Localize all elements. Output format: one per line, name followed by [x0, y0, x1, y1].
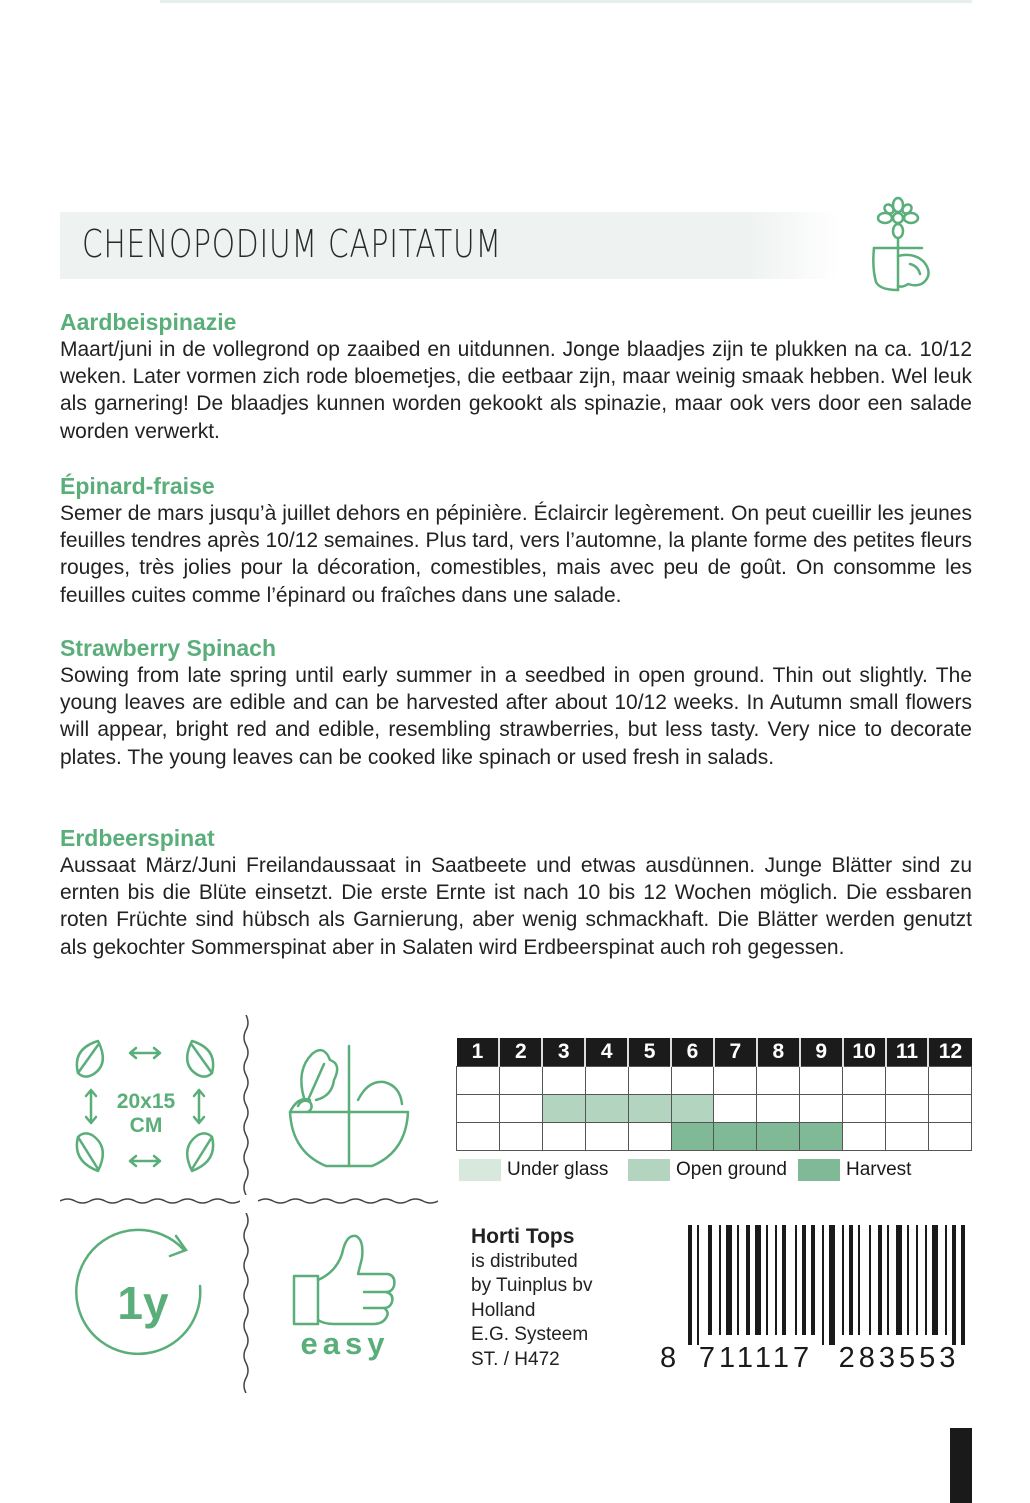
wavy-divider-vertical: [242, 1213, 250, 1393]
brand-name: Horti Tops: [471, 1225, 575, 1248]
calendar-cell: [671, 1122, 714, 1150]
section-heading: Épinard-fraise: [60, 473, 215, 499]
calendar-cell: [928, 1066, 971, 1094]
calendar-row-harvest: [457, 1122, 972, 1150]
barcode: [660, 1225, 972, 1375]
calendar-cell: [585, 1066, 628, 1094]
barcode-bar: [961, 1225, 965, 1345]
calendar-cell: [457, 1066, 500, 1094]
legend-harvest: [798, 1157, 911, 1183]
section-text: Semer de mars jusqu’à juillet dehors en pépinière. Éclaircir legèrement. On peut cueillir les jeunes feuilles tendres après 10/12 semaines. Plus tard, vers l’automne, la plante forme des petites fleurs rouges, très jolies pour la décoration, comestibles, mais avec peu de goût. On consomme les feuilles cuites comme l’épinard ou fraîches dans une salade.: [60, 502, 972, 607]
calendar-cell: [928, 1094, 971, 1122]
calendar-cell: [457, 1094, 500, 1122]
barcode-bar: [726, 1225, 732, 1335]
barcode-bar: [829, 1225, 835, 1345]
month-header: 10: [843, 1038, 886, 1066]
spacing-label: [100, 1090, 192, 1138]
barcode-bar: [766, 1225, 768, 1335]
month-header: 4: [585, 1038, 628, 1066]
month-header: 3: [542, 1038, 585, 1066]
month-header: 8: [757, 1038, 800, 1066]
calendar-row-open-ground: [457, 1094, 972, 1122]
plant-sowing-icon: [862, 196, 934, 294]
title-band: [60, 212, 840, 279]
top-rule: [160, 0, 972, 3]
barcode-bar: [932, 1225, 938, 1335]
calendar-cell: [542, 1066, 585, 1094]
month-header: 2: [499, 1038, 542, 1066]
calendar-cell: [457, 1122, 500, 1150]
barcode-bar: [858, 1225, 860, 1335]
vegetable-bowl-icon: [284, 1040, 414, 1175]
calendar-cell: [499, 1094, 542, 1122]
calendar-cell: [886, 1066, 929, 1094]
calendar-cell: [714, 1066, 757, 1094]
barcode-bar: [849, 1225, 853, 1335]
section-german: [60, 825, 972, 961]
calendar-cell: [499, 1122, 542, 1150]
calendar-cell: [886, 1122, 929, 1150]
barcode-bar: [697, 1225, 699, 1345]
wavy-divider-horizontal: [60, 1197, 240, 1205]
calendar-cell: [671, 1094, 714, 1122]
calendar-cell: [585, 1094, 628, 1122]
distributor-line: by Tuinplus bv: [471, 1275, 593, 1296]
legend-label: Harvest: [846, 1159, 912, 1180]
barcode-bar: [782, 1225, 786, 1335]
barcode-bar: [688, 1225, 692, 1345]
barcode-bar: [802, 1225, 806, 1335]
calendar-cell: [843, 1066, 886, 1094]
calendar-cell: [671, 1066, 714, 1094]
barcode-bar: [795, 1225, 797, 1335]
calendar-cell: [928, 1122, 971, 1150]
sowing-calendar: [456, 1038, 972, 1151]
calendar-cell: [542, 1122, 585, 1150]
barcode-bar: [811, 1225, 815, 1335]
legend-swatch: [628, 1159, 670, 1181]
barcode-bar: [755, 1225, 761, 1335]
month-header: 12: [928, 1038, 971, 1066]
barcode-bar: [925, 1225, 927, 1335]
barcode-bar: [842, 1225, 844, 1335]
side-mark: [950, 1428, 972, 1503]
calendar-cell: [757, 1094, 800, 1122]
spacing-unit: CM: [129, 1114, 163, 1137]
calendar-cell: [757, 1066, 800, 1094]
legend-swatch: [459, 1159, 501, 1181]
calendar-cell: [757, 1122, 800, 1150]
barcode-bar: [746, 1225, 750, 1335]
calendar-cell: [886, 1094, 929, 1122]
section-french: [60, 473, 972, 609]
distributor-line: E.G. Systeem: [471, 1324, 589, 1345]
section-heading: Erdbeerspinat: [60, 825, 215, 851]
barcode-digits-left: 711117: [698, 1342, 814, 1374]
distributor-info: [471, 1225, 592, 1372]
distributor-line: Holland: [471, 1299, 536, 1321]
barcode-bar: [945, 1225, 947, 1335]
lifespan-label: 1y: [117, 1277, 169, 1329]
barcode-bar: [822, 1225, 824, 1345]
barcode-bar: [952, 1225, 956, 1345]
calendar-cell: [800, 1122, 843, 1150]
month-header: 11: [886, 1038, 929, 1066]
calendar-cell: [499, 1066, 542, 1094]
calendar-cell: [628, 1094, 671, 1122]
calendar-cell: [585, 1122, 628, 1150]
barcode-bar: [775, 1225, 777, 1335]
calendar-cell: [843, 1122, 886, 1150]
barcode-digit-first: 8: [660, 1342, 677, 1374]
calendar-cell: [628, 1066, 671, 1094]
section-heading: Aardbeispinazie: [60, 309, 237, 335]
page-title: CHENOPODIUM CAPITATUM: [82, 222, 502, 266]
distributor-line: ST. / H472: [471, 1348, 560, 1370]
barcode-bar: [708, 1225, 712, 1335]
section-text: Aussaat März/Juni Freilandaussaat in Saatbeete und etwas ausdünnen. Junge Blätter sind zu ernten bis die Blüte einsetzt. Die erste Ernte ist nach 10 bis 12 Wochen möglich. Die essbaren roten Früchte sind hübsch als Garnierung, aber wenig schmackhaft. Die Blätter werden genutzt als gekochter Sommerspinat aber in Salaten wird Erdbeerspinat auch roh gegessen.: [60, 854, 972, 959]
wavy-divider-vertical: [242, 1015, 250, 1195]
distributor-line: is distributed: [471, 1250, 578, 1272]
month-header: 7: [714, 1038, 757, 1066]
barcode-bar: [869, 1225, 871, 1335]
month-header: 1: [457, 1038, 500, 1066]
thumbs-up-icon: [290, 1228, 400, 1328]
barcode-digits-right: 283553: [838, 1342, 960, 1374]
barcode-bar: [887, 1225, 889, 1335]
calendar-cell: [800, 1066, 843, 1094]
barcode-bar: [907, 1225, 909, 1335]
section-text: Maart/juni in de vollegrond op zaaibed en uitdunnen. Jonge blaadjes zijn te plukken na ca. 10/12 weken. Later vormen zich rode bloemetjes, die eetbaar zijn, maar weinig smaak hebben. Wel leuk als garnering! De blaadjes kunnen worden gekookt als spinazie, maar ook vers door een salade worden verwerkt.: [60, 338, 972, 443]
calendar-cell: [542, 1094, 585, 1122]
month-header: 9: [800, 1038, 843, 1066]
legend-under-glass: [459, 1157, 608, 1183]
legend-open-ground: [628, 1157, 787, 1183]
barcode-bar: [916, 1225, 918, 1335]
barcode-bar: [719, 1225, 721, 1335]
legend-swatch: [798, 1159, 840, 1181]
barcode-bars: [660, 1225, 972, 1345]
barcode-bar: [878, 1225, 882, 1335]
wavy-divider-horizontal: [258, 1197, 438, 1205]
calendar-cell: [714, 1094, 757, 1122]
calendar-cell: [800, 1094, 843, 1122]
section-english: [60, 635, 972, 771]
spacing-value: 20x15: [116, 1090, 176, 1113]
legend-label: Open ground: [676, 1159, 787, 1180]
section-heading: Strawberry Spinach: [60, 635, 277, 661]
calendar-cell: [628, 1122, 671, 1150]
difficulty-label: easy: [300, 1326, 390, 1361]
calendar-cell: [714, 1122, 757, 1150]
calendar-row-under-glass: [457, 1066, 972, 1094]
month-header: 5: [628, 1038, 671, 1066]
section-dutch: [60, 309, 972, 445]
barcode-bar: [737, 1225, 739, 1335]
calendar-cell: [843, 1094, 886, 1122]
barcode-bar: [896, 1225, 902, 1335]
month-header: 6: [671, 1038, 714, 1066]
legend-label: Under glass: [507, 1159, 609, 1180]
section-text: Sowing from late spring until early summer in a seedbed in open ground. Thin out slightly. The young leaves are edible and can be harvested after about 10/12 weeks. In Autumn small flowers will appear, bright red and edible, resembling strawberries, but less tasty. Very nice to decorate plates. The young leaves can be cooked like spinach or used fresh in salads.: [60, 664, 972, 769]
